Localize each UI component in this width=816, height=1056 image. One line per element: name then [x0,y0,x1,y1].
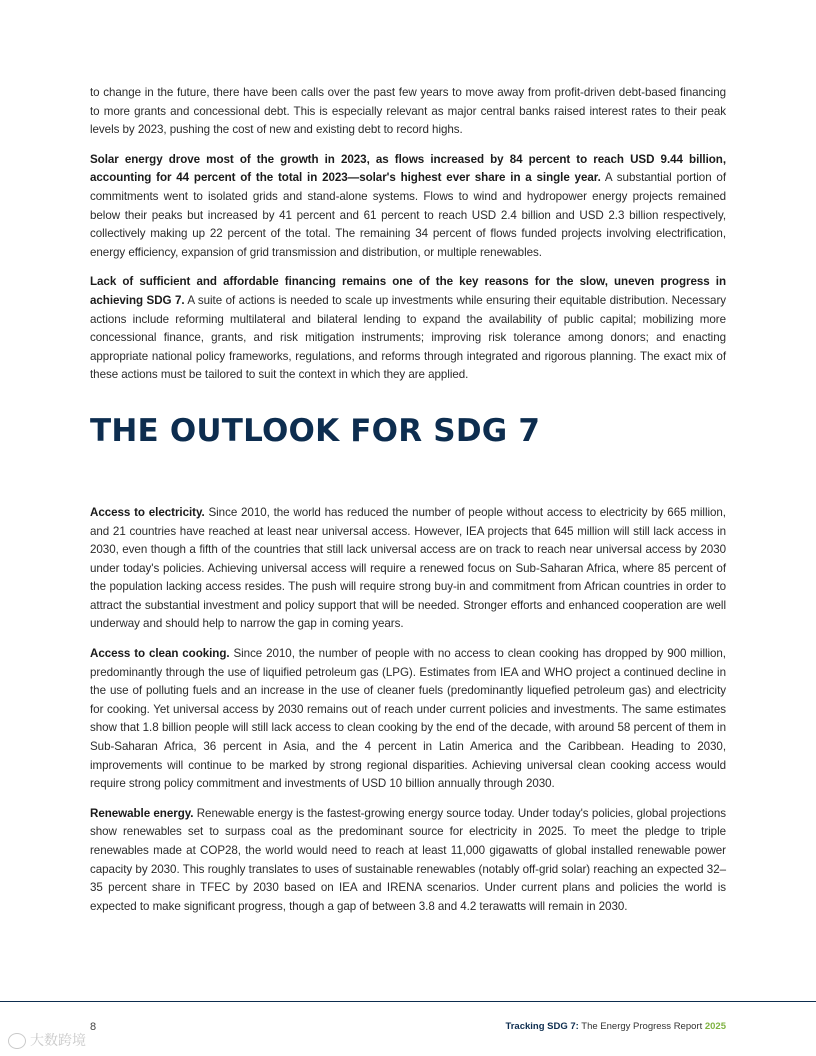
running-footer-bold: Tracking SDG 7: [505,1021,579,1032]
watermark-text: 大数跨境 [30,1033,86,1049]
paragraph-lead: Lack of sufficient and affordable financing remains one of the key reasons for the slow, uneven progress in achieving SDG 7. [90,275,726,307]
paragraph-text: Since 2010, the number of people with no access to clean cooking has dropped by 900 million, predominantly through the use of liquified petroleum gas (LPG). Estimates from IEA and WHO project a continued decline in the use of polluting fuels and an increase in the use of cleaner fuels (predominantly liquefied petroleum gas) and electricity for cooking. Yet universal access by 2030 remains out of reach under current policies and investments. The same estimates show that 1.8 billion people will still lack access to clean cooking by the end of the decade, with around 58 percent of them in Sub-Saharan Africa, 36 percent in Asia, and the 4 percent in Latin America and the Caribbean. Heading to 2030, improvements will continue to be marked by strong regional disparities. Achieving universal clean cooking access would require strong policy commitment and investments of USD 10 billion annually through 2030. [90,647,726,791]
footer-rule [0,1001,816,1002]
page-number: 8 [90,1021,97,1033]
paragraph-lead: Access to electricity. [90,505,205,519]
paragraph-financing-actions [90,273,726,385]
watermark [8,1030,86,1050]
paragraph-lead: Solar energy drove most of the growth in 2023, as flows increased by 84 percent to reach USD 9.44 billion, accounting for 44 percent of the total in 2023—solar's highest ever share in a single year. [90,152,726,185]
paragraph-lead: Renewable energy. [90,806,194,820]
paragraph-text: Since 2010, the world has reduced the number of people without access to electricity by 665 million, and 21 countries have reached at least near universal access. However, IEA projects that 645 million will still lack access in 2030, even though a fifth of the countries that still lack universal access are on track to reach near universal access by 2030 under today's policies. Achieving universal access will require a renewed focus on Sub-Saharan Africa, where 85 percent of the population lacking access resides. The push will require strong buy-in and commitment from African countries in order to attract the substantial investment and policy support that will be needed. Stronger efforts and enhanced cooperation are well underway and should help to narrow the gap in coming years. [90,505,726,631]
paragraph-lead: Access to clean cooking. [90,647,230,661]
paragraph-electricity [90,504,726,634]
paragraph-renewable [90,805,726,917]
section-title: THE OUTLOOK FOR SDG 7 [90,412,541,449]
running-footer [505,1021,726,1032]
paragraph-text: to change in the future, there have been calls over the past few years to move away from profit-driven debt-based financing to more grants and concessional debt. This is especially relevant as major central banks raised interest rates to their peak levels by 2023, pushing the cost of new and existing debt to record highs. [90,86,726,137]
paragraph-clean-cooking [90,645,726,794]
running-footer-year: 2025 [704,1021,726,1032]
paragraph-text: Renewable energy is the fastest-growing energy source today. Under today's policies, global projections show renewables set to surpass coal as the predominant source for electricity in 2025. To meet the pledge to triple renewables made at COP28, the world would need to reach at least 11,000 gigawatts of global installed renewable power capacity by 2030. This roughly translates to uses of sustainable renewables (notably off-grid solar) reaching an expected 32–35 percent share in TFEC by 2030 based on IEA and IRENA scenarios. Under current plans and policies the world is expected to make significant progress, though a gap of between 3.8 and 4.2 terawatts will remain in 2030. [90,806,726,913]
paragraph-financing-intro [90,84,726,140]
paragraph-solar [90,151,726,263]
paragraph-text: A suite of actions is needed to scale up investments while ensuring their equitable distribution. Necessary actions include reforming multilateral and bilateral lending to expand the availability of public capital; mobilizing more concessional finance, grants, and risk mitigation instruments; improving risk tolerance among donors; and enacting appropriate national policy frameworks, regulations, and reforms through integrated and rigorous planning. The exact mix of these actions must be tailored to suit the context in which they are applied. [90,293,726,382]
page-body [90,84,726,927]
running-footer-text: The Energy Progress Report [578,1021,705,1032]
watermark-logo-icon [8,1033,26,1049]
paragraph-text: A substantial portion of commitments went to isolated grids and stand-alone systems. Flows to wind and hydropower energy projects remained below their peaks but increased by 41 percent and 61 percent to reach USD 2.4 billion and USD 2.3 billion respectively, collectively making up 22 percent of the total. The remaining 34 percent of flows funded projects involving electrification, energy efficiency, expansion of grid transmission and distribution, or multiple renewables. [90,171,726,259]
